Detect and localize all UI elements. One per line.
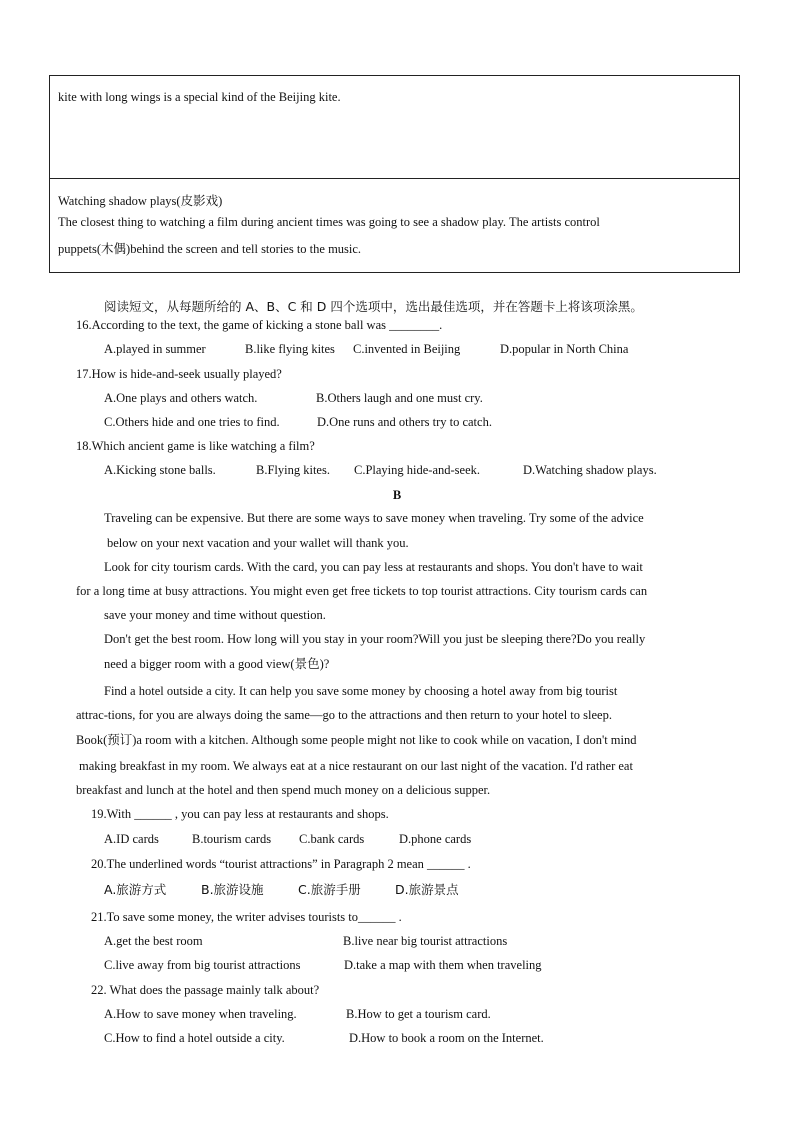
option-20b: B.旅游设施 — [201, 882, 264, 897]
option-20a: A.旅游方式 — [104, 882, 167, 897]
table-row — [50, 76, 739, 179]
option-17c: C.Others hide and one tries to find. — [104, 415, 280, 429]
option-18a: A.Kicking stone balls. — [104, 463, 216, 477]
table-row2-title: Watching shadow plays(皮影戏) — [58, 194, 223, 208]
passage-line: below on your next vacation and your wallet will thank you. — [107, 536, 409, 550]
option-18b: B.Flying kites. — [256, 463, 330, 477]
passage-line: need a bigger room with a good view(景色)? — [104, 657, 330, 671]
question-22: 22. What does the passage mainly talk about? — [91, 983, 320, 997]
passage-line: save your money and time without question. — [104, 608, 326, 622]
passage-line: Don't get the best room. How long will you stay in your room?Will you just be sleeping there?Do you really — [104, 632, 646, 646]
option-20d: D.旅游景点 — [395, 882, 459, 897]
option-22a: A.How to save money when traveling. — [104, 1007, 297, 1021]
reading-table — [49, 75, 740, 273]
option-19b: B.tourism cards — [192, 832, 272, 846]
table-row1-text: kite with long wings is a special kind of the Beijing kite. — [58, 90, 341, 104]
option-19a: A.ID cards — [104, 832, 159, 846]
option-22b: B.How to get a tourism card. — [346, 1007, 491, 1021]
option-16c: C.invented in Beijing — [353, 342, 461, 356]
question-16: 16.According to the text, the game of kicking a stone ball was ________. — [76, 318, 443, 332]
option-19c: C.bank cards — [299, 832, 365, 846]
option-22c: C.How to find a hotel outside a city. — [104, 1031, 285, 1045]
option-19d: D.phone cards — [399, 832, 472, 846]
option-21a: A.get the best room — [104, 934, 203, 948]
option-18d: D.Watching shadow plays. — [523, 463, 657, 477]
option-21d: D.take a map with them when traveling — [344, 958, 542, 972]
passage-line: Book(预订)a room with a kitchen. Although some people might not like to cook while on vacation, I don't mind — [76, 733, 637, 747]
passage-line: for a long time at busy attractions. You might even get free tickets to top tourist attractions. City tourism cards can — [76, 584, 648, 598]
passage-line: Find a hotel outside a city. It can help you save some money by choosing a hotel away from big tourist — [104, 684, 618, 698]
section-b-heading: B — [392, 488, 402, 502]
question-17: 17.How is hide-and-seek usually played? — [76, 367, 282, 381]
question-19: 19.With ______ , you can pay less at restaurants and shops. — [91, 807, 389, 821]
option-16b: B.like flying kites — [245, 342, 335, 356]
option-18c: C.Playing hide-and-seek. — [354, 463, 481, 477]
option-17a: A.One plays and others watch. — [104, 391, 258, 405]
option-17d: D.One runs and others try to catch. — [317, 415, 492, 429]
question-20: 20.The underlined words “tourist attractions” in Paragraph 2 mean ______ . — [91, 857, 471, 871]
option-21c: C.live away from big tourist attractions — [104, 958, 301, 972]
passage-line: making breakfast in my room. We always eat at a nice restaurant on our last night of the vacation. I'd rather eat — [79, 759, 633, 773]
option-21b: B.live near big tourist attractions — [343, 934, 508, 948]
passage-line: Look for city tourism cards. With the card, you can pay less at restaurants and shops. You don't have to wait — [104, 560, 643, 574]
table-row2-line2: puppets(木偶)behind the screen and tell stories to the music. — [58, 242, 362, 256]
passage-line: breakfast and lunch at the hotel and then spend much money on a delicious supper. — [76, 783, 491, 797]
instruction-text: 阅读短文，从每题所给的 A、B、C 和 D 四个选项中，选出最佳选项，并在答题卡上将该项涂黑。 — [104, 299, 643, 314]
option-17b: B.Others laugh and one must cry. — [316, 391, 483, 405]
option-16d: D.popular in North China — [500, 342, 629, 356]
option-16a: A.played in summer — [104, 342, 206, 356]
question-18: 18.Which ancient game is like watching a film? — [76, 439, 315, 453]
option-22d: D.How to book a room on the Internet. — [349, 1031, 544, 1045]
passage-line: Traveling can be expensive. But there are some ways to save money when traveling. Try some of the advice — [104, 511, 644, 525]
passage-line: attrac-tions, for you are always doing the same—go to the attractions and then return to your hotel to sleep. — [76, 708, 612, 722]
option-20c: C.旅游手册 — [298, 882, 361, 897]
question-21: 21.To save some money, the writer advises tourists to______ . — [91, 910, 402, 924]
table-row2-line1: The closest thing to watching a film during ancient times was going to see a shadow play. The artists control — [58, 215, 600, 229]
